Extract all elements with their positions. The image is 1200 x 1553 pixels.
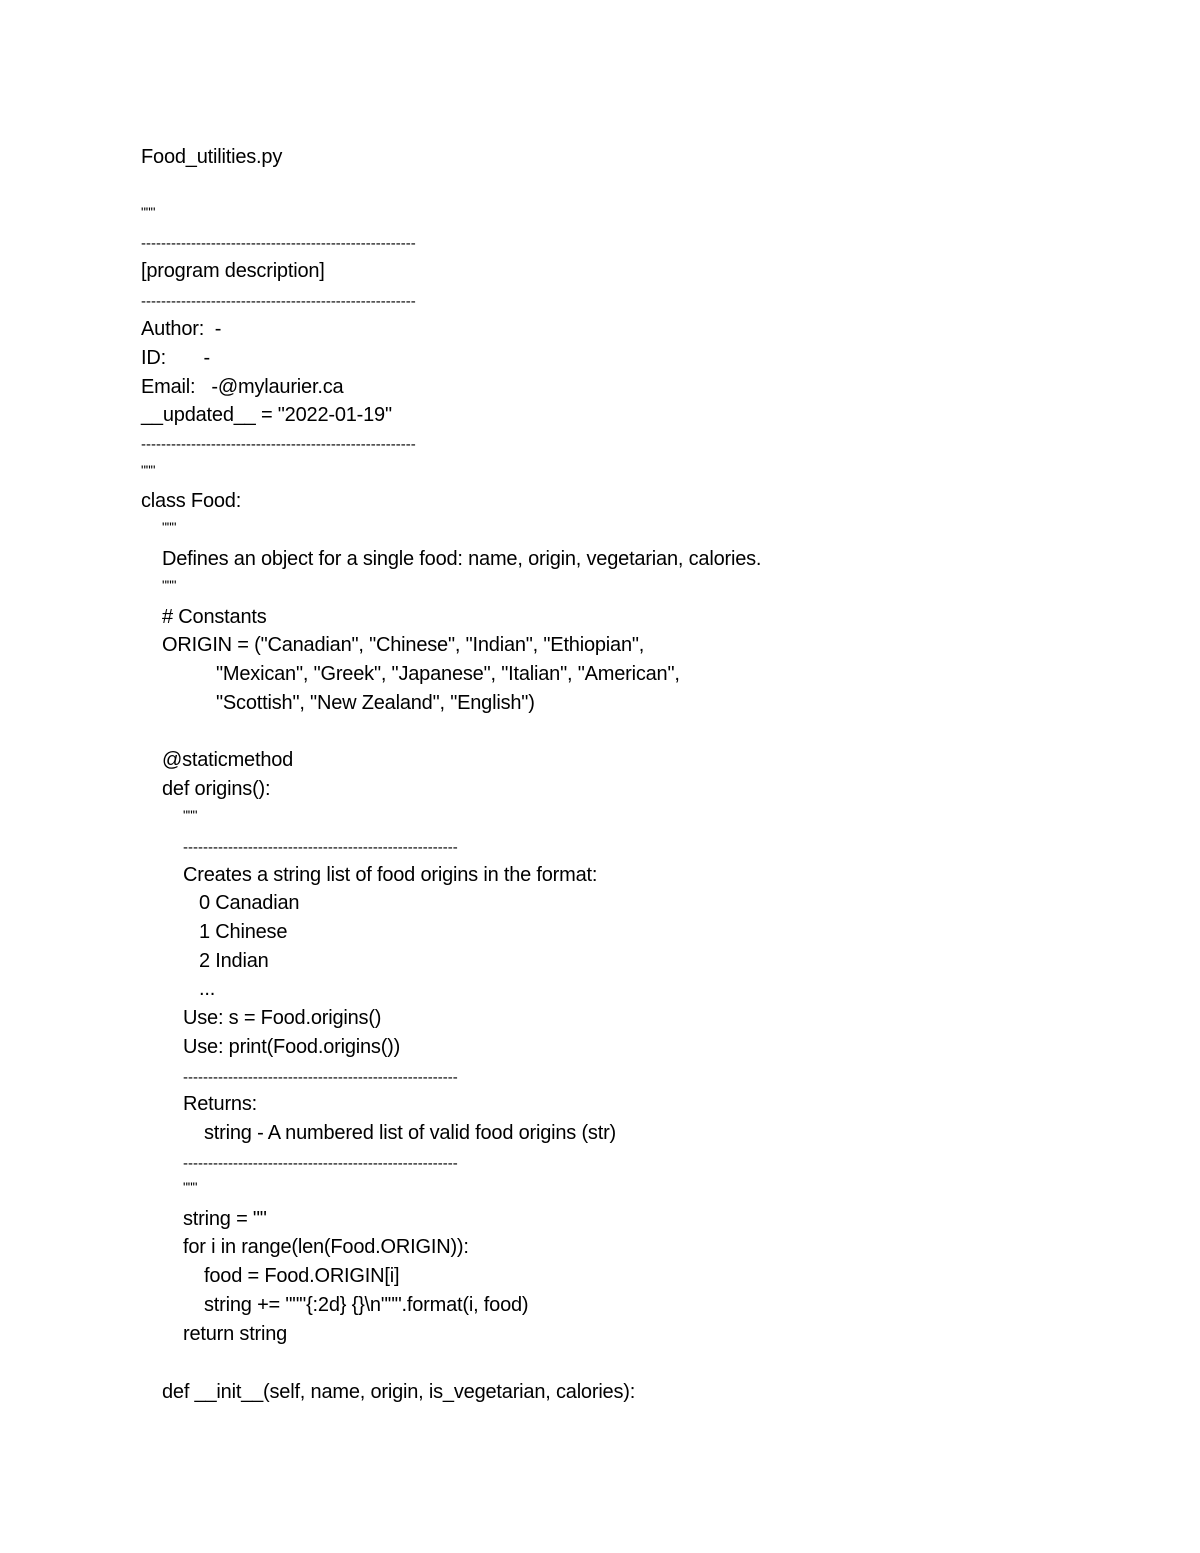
docstring-close: """ bbox=[141, 462, 156, 478]
method-docstring: Creates a string list of food origins in the format: bbox=[183, 864, 598, 886]
id-line: ID: - bbox=[141, 347, 210, 369]
returns-heading: Returns: bbox=[183, 1093, 257, 1115]
file-title: Food_utilities.py bbox=[141, 146, 283, 168]
separator-line: ------------------------------------------------------- bbox=[183, 839, 458, 856]
separator-line: ------------------------------------------------------- bbox=[141, 235, 416, 252]
method-definition: def origins(): bbox=[162, 778, 271, 800]
format-example-line: 1 Chinese bbox=[199, 921, 288, 943]
docstring-close: """ bbox=[162, 577, 177, 593]
code-line: for i in range(len(Food.ORIGIN)): bbox=[183, 1236, 469, 1258]
separator-line: ------------------------------------------------------- bbox=[183, 1155, 458, 1172]
docstring-close: """ bbox=[183, 1179, 198, 1195]
email-line: Email: -@mylaurier.ca bbox=[141, 376, 344, 398]
code-line: food = Food.ORIGIN[i] bbox=[204, 1265, 400, 1287]
docstring-open: """ bbox=[141, 204, 156, 220]
class-definition: class Food: bbox=[141, 490, 242, 512]
docstring-open: """ bbox=[162, 519, 177, 535]
updated-line: __updated__ = "2022-01-19" bbox=[141, 404, 392, 426]
format-example-line: ... bbox=[199, 978, 216, 1000]
separator-line: ------------------------------------------------------- bbox=[183, 1069, 458, 1086]
origin-constant-line: "Scottish", "New Zealand", "English") bbox=[216, 692, 535, 714]
returns-description: string - A numbered list of valid food origins (str) bbox=[204, 1122, 617, 1144]
code-line: return string bbox=[183, 1323, 288, 1345]
origin-constant-line: ORIGIN = ("Canadian", "Chinese", "Indian", "Ethiopian", bbox=[162, 634, 645, 656]
decorator-line: @staticmethod bbox=[162, 749, 294, 771]
comment-line: # Constants bbox=[162, 606, 267, 628]
program-description: [program description] bbox=[141, 260, 325, 282]
author-line: Author: - bbox=[141, 318, 222, 340]
usage-line: Use: s = Food.origins() bbox=[183, 1007, 382, 1029]
format-example-line: 2 Indian bbox=[199, 950, 269, 972]
init-method-definition: def __init__(self, name, origin, is_vegetarian, calories): bbox=[162, 1381, 636, 1403]
origin-constant-line: "Mexican", "Greek", "Japanese", "Italian", "American", bbox=[216, 663, 680, 685]
format-example-line: 0 Canadian bbox=[199, 892, 300, 914]
separator-line: ------------------------------------------------------- bbox=[141, 293, 416, 310]
usage-line: Use: print(Food.origins()) bbox=[183, 1036, 401, 1058]
separator-line: ------------------------------------------------------- bbox=[141, 436, 416, 453]
docstring-open: """ bbox=[183, 807, 198, 823]
code-line: string = "" bbox=[183, 1208, 267, 1230]
code-line: string += """{:2d} {}\n""".format(i, food) bbox=[204, 1294, 529, 1316]
class-docstring: Defines an object for a single food: name, origin, vegetarian, calories. bbox=[162, 548, 762, 570]
